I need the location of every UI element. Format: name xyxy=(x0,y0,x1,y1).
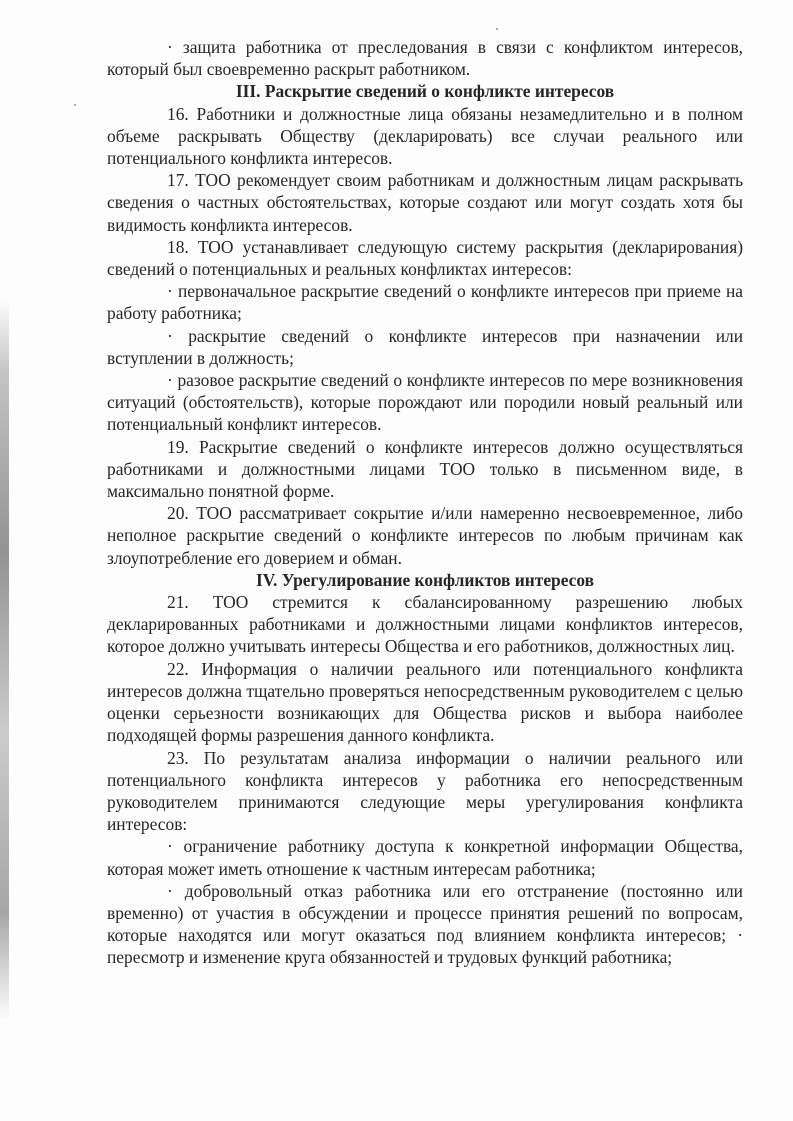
scan-edge-shadow xyxy=(0,300,9,1020)
clause-22: 22. Информация о наличии реального или потенциального конфликта интересов должна тщательно проверяться непосредственным руководителем с целью оценки серьезности возникающих для Общества рисков и выбора наиболее подходящей формы разрешения данного конфликта. xyxy=(107,658,743,746)
clause-19: 19. Раскрытие сведений о конфликте интересов должно осуществляться работниками и должностными лицами ТОО только в письменном виде, в максимально понятной форме. xyxy=(107,436,743,502)
bullet-access-restriction: · ограничение работнику доступа к конкретной информации Общества, которая может иметь отношение к частным интересам работника; xyxy=(107,836,743,879)
section-heading-iv: IV. Урегулирование конфликтов интересов xyxy=(255,569,595,590)
section-heading-iii: III. Раскрытие сведений о конфликте интересов xyxy=(235,81,615,102)
clause-20: 20. ТОО рассматривает сокрытие и/или намеренно несвоевременное, либо неполное раскрытие сведений о конфликте интересов по любым причинам как злоупотребление его доверием и обман. xyxy=(107,503,743,568)
clause-16: 16. Работники и должностные лица обязаны незамедлительно и в полном объеме раскрывать Обществу (декларировать) все случаи реального или потенциального конфликта интересов. xyxy=(107,103,743,169)
clause-23: 23. По результатам анализа информации о наличии реального или потенциального конфликта интересов у работника его непосредственным руководителем принимаются следующие меры урегулирования конфликта интересов: xyxy=(107,747,743,835)
clause-21: 21. ТОО стремится к сбалансированному разрешению любых декларированных работниками и должностными лицами конфликтов интересов, которое должно учитывать интересы Общества и его работников, должностных лиц. xyxy=(107,592,743,657)
document-page xyxy=(107,36,743,969)
bullet-voluntary-refusal: · добровольный отказ работника или его отстранение (постоянно или временно) от участия в обсуждении и процессе принятия решений по вопросам, которые находятся или могут оказаться под влиянием конфликта интересов; · пересмотр и изменение круга обязанностей и трудовых функций работника; xyxy=(107,880,743,968)
scan-speck xyxy=(496,28,498,30)
bullet-one-time-disclosure: · разовое раскрытие сведений о конфликте интересов по мере возникновения ситуаций (обстоятельств), которые порождают или породили новый реальный или потенциальный конфликт интересов. xyxy=(107,370,743,435)
clause-17: 17. ТОО рекомендует своим работникам и должностным лицам раскрывать сведения о частных обстоятельствах, которые создают или могут создать хотя бы видимость конфликта интересов. xyxy=(107,170,743,235)
bullet-initial-disclosure: · первоначальное раскрытие сведений о конфликте интересов при приеме на работу работника; xyxy=(107,281,743,324)
bullet-appointment-disclosure: · раскрытие сведений о конфликте интересов при назначении или вступлении в должность; xyxy=(107,325,743,368)
scan-speck xyxy=(74,104,76,106)
bullet-protection: · защита работника от преследования в связи с конфликтом интересов, который был своевременно раскрыт работником. xyxy=(107,37,743,80)
clause-18: 18. ТОО устанавливает следующую систему раскрытия (декларирования) сведений о потенциальных и реальных конфликтах интересов: xyxy=(107,236,743,280)
